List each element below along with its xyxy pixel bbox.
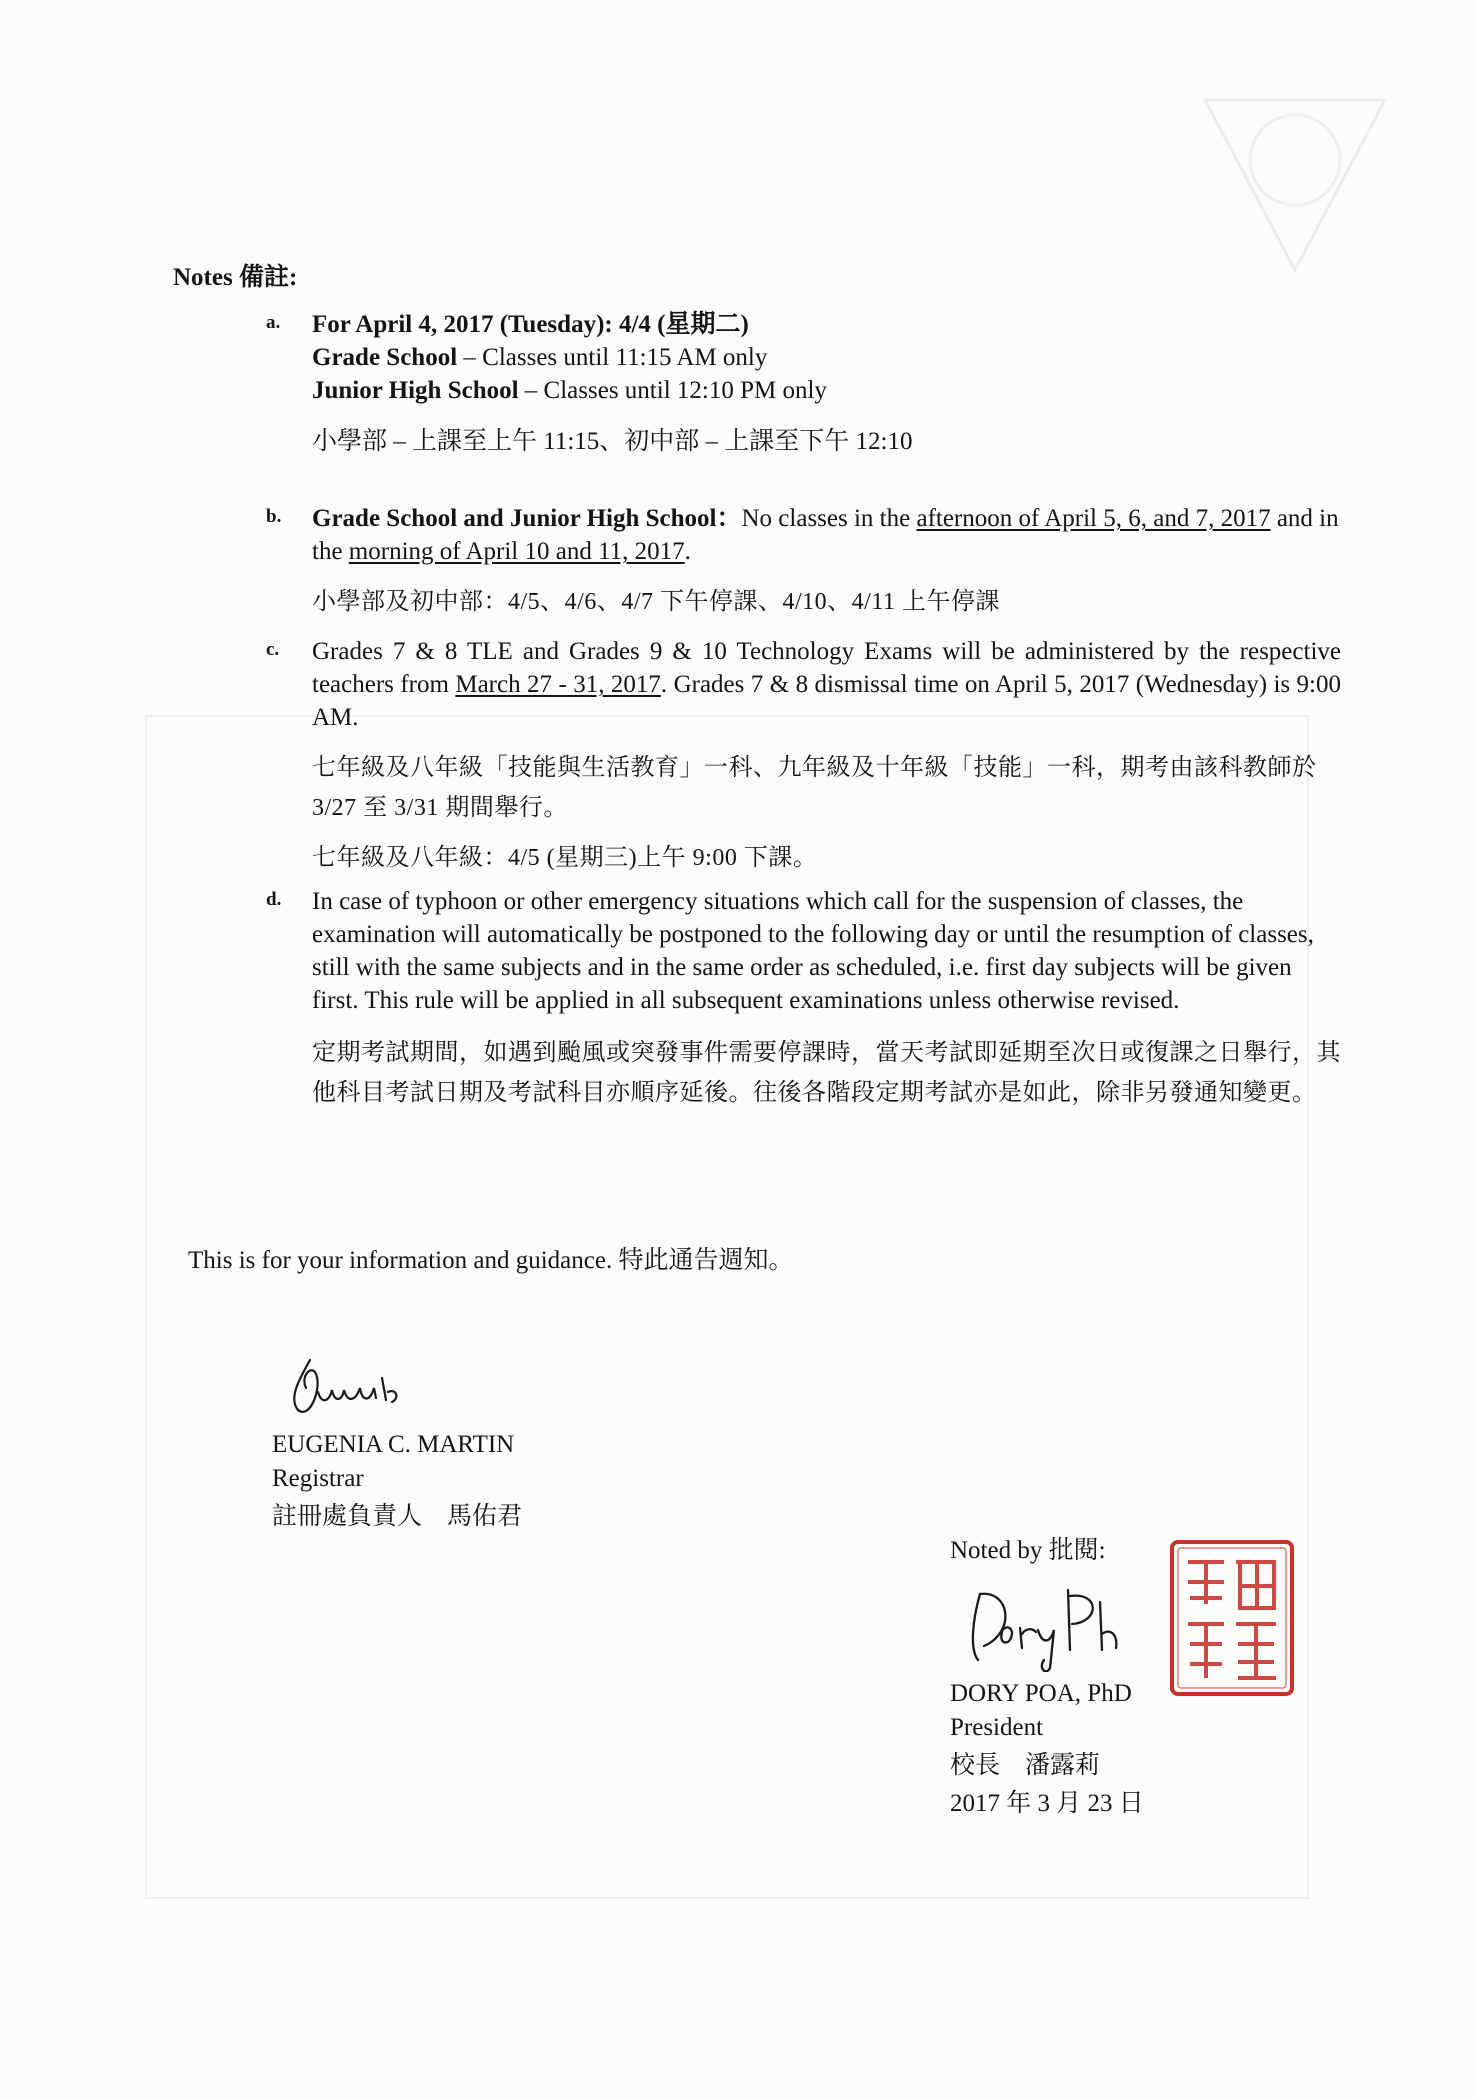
grade-school-label: Grade School <box>312 344 458 371</box>
item-b-text-1: No classes in the <box>741 505 917 532</box>
note-item-b <box>266 502 1341 622</box>
president-name: DORY POA, PhD <box>950 1680 1132 1707</box>
item-a-grade-line <box>312 341 1341 374</box>
item-b-lead: Grade School and Junior High School： <box>312 505 742 532</box>
item-a-jhs-line <box>312 374 1341 407</box>
ghost-school-logo <box>1195 80 1395 280</box>
item-marker: b. <box>266 506 282 527</box>
president-seal-stamp <box>1168 1538 1296 1698</box>
item-d-text: In case of typhoon or other emergency situations which call for the suspension of classes, the examination will automatically be postponed to the following day or until the resumption of classes, still with the same subjects and in the same order as scheduled, i.e. first day subjects will be given first. This rule will be applied in all subsequent examinations unless otherwise revised. <box>312 888 1314 1014</box>
notes-heading: Notes 備註: <box>173 264 298 291</box>
item-c-chinese-1: 七年級及八年級「技能與生活教育」一科、九年級及十年級「技能」一科，期考由該科教師於 3/27 至 3/31 期間舉行。 <box>312 755 1317 821</box>
item-marker: a. <box>266 312 281 333</box>
item-a-chinese: 小學部 – 上課至上午 11:15、初中部 – 上課至下午 12:10 <box>312 428 913 455</box>
grade-school-text: – Classes until 11:15 AM only <box>457 344 768 371</box>
item-c-text-1: Grades 7 & 8 TLE and Grades 9 & 10 Technology Exams will be administered by the respective teachers from <box>312 638 1341 698</box>
item-marker: c. <box>266 639 280 660</box>
item-c-text <box>312 635 1341 734</box>
item-b-chinese: 小學部及初中部：4/5、4/6、4/7 下午停課、4/10、4/11 上午停課 <box>312 589 1000 615</box>
item-d-chinese: 定期考試期間，如遇到颱風或突發事件需要停課時，當天考試即延期至次日或復課之日舉行，其他科目考試日期及考試科目亦順序延後。往後各階段定期考試亦是如此，除非另發通知變更。 <box>312 1040 1341 1106</box>
item-b-text-2: and in the <box>312 505 1339 565</box>
registrar-chinese: 註冊處負責人 馬佑君 <box>272 1503 523 1530</box>
item-b-text-3: . <box>684 538 691 565</box>
president-signature <box>950 1572 1170 1672</box>
item-c-exam-dates: March 27 - 31, 2017 <box>455 671 661 698</box>
item-b-afternoon-dates: afternoon of April 5, 6, and 7, 2017 <box>916 505 1271 532</box>
item-a-title: For April 4, 2017 (Tuesday): 4/4 (星期二) <box>312 311 749 338</box>
note-item-d <box>266 885 1341 1113</box>
jhs-label: Junior High School <box>312 377 519 404</box>
note-item-c <box>266 635 1341 878</box>
registrar-name: EUGENIA C. MARTIN <box>272 1431 515 1458</box>
registrar-signature-block <box>270 1348 630 1534</box>
item-c-chinese-2: 七年級及八年級：4/5 (星期三)上午 9:00 下課。 <box>312 845 818 871</box>
president-title: President <box>950 1714 1044 1741</box>
registrar-signature <box>270 1348 470 1428</box>
item-marker: d. <box>266 889 282 910</box>
noted-by-label: Noted by 批閱: <box>950 1537 1106 1564</box>
item-c-text-2: . Grades 7 & 8 dismissal time on April 5, 2017 (Wednesday) is 9:00 AM. <box>312 671 1341 731</box>
item-b-morning-dates: morning of April 10 and 11, 2017 <box>348 538 685 565</box>
document-date: 2017 年 3 月 23 日 <box>950 1790 1144 1817</box>
note-item-a <box>266 308 1341 458</box>
registrar-title: Registrar <box>272 1465 364 1492</box>
information-line: This is for your information and guidance. 特此通告週知。 <box>188 1247 794 1274</box>
jhs-text: – Classes until 12:10 PM only <box>518 377 827 404</box>
president-chinese: 校長 潘露莉 <box>950 1752 1101 1779</box>
item-b-text <box>312 502 1341 568</box>
